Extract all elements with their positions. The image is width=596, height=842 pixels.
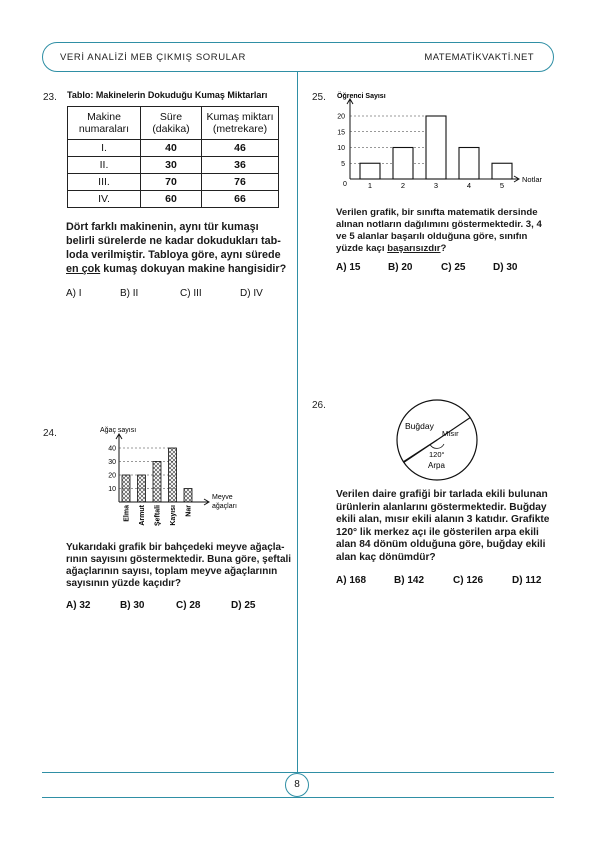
- y-tick-label: 30: [108, 459, 116, 466]
- bar: [138, 475, 146, 502]
- q23-header-cell: Kumaş miktarı (metrekare): [202, 107, 279, 140]
- x-tick-label: 1: [367, 181, 373, 190]
- origin-label: 0: [343, 181, 347, 188]
- q23-question-text: Dört farklı makinenin, aynı tür kumaşı belirli sürelerde ne kadar dokudukları tab- loda verilmiştir. Tabloya göre, aynı sürede en çok kumaş dokuyan makine hangisidir?: [66, 221, 287, 275]
- y-axis-label: Ağaç sayısı: [100, 427, 137, 434]
- pie-label-arpa: Arpa: [428, 461, 445, 470]
- x-tick-label: 2: [400, 181, 406, 190]
- bar: [360, 163, 380, 179]
- q24-option-b[interactable]: B) 30: [120, 600, 145, 611]
- x-tick-label: 4: [466, 181, 472, 190]
- q24-bar-chart: [90, 420, 250, 535]
- q26-option-d[interactable]: D) 112: [512, 575, 542, 586]
- pie-label-misir: Mısır: [442, 429, 459, 438]
- q24-option-a[interactable]: A) 32: [66, 600, 91, 611]
- table-row: II. 30 36: [68, 157, 279, 174]
- x-tick-label: Armut: [139, 505, 146, 526]
- bar: [169, 448, 177, 502]
- x-axis-label: Notlar: [522, 175, 543, 184]
- x-tick-label: 5: [499, 181, 505, 190]
- q23-table-title: Tablo: Makinelerin Dokuduğu Kumaş Miktarları: [67, 90, 268, 100]
- x-tick-label: Nar: [185, 505, 193, 517]
- y-axis-label: Öğrenci Sayısı: [337, 93, 386, 100]
- question-23-number: 23.: [43, 92, 57, 103]
- x-axis-label: ağaçları: [212, 503, 237, 510]
- q25-option-a[interactable]: A) 15: [336, 262, 361, 273]
- bar: [184, 489, 192, 503]
- q23-table: [67, 106, 279, 208]
- x-axis-label: Meyve: [212, 494, 233, 501]
- q24-option-c[interactable]: C) 28: [176, 600, 201, 611]
- bar: [426, 116, 446, 179]
- pie-label-angle: 120°: [429, 450, 445, 459]
- q25-option-c[interactable]: C) 25: [441, 262, 466, 273]
- x-tick-label: 3: [433, 181, 439, 190]
- q25-option-b[interactable]: B) 20: [388, 262, 413, 273]
- y-tick-label: 5: [341, 160, 345, 168]
- table-row: IV. 60 66: [68, 191, 279, 208]
- bar: [153, 462, 161, 503]
- q26-option-c[interactable]: C) 126: [453, 575, 484, 586]
- y-tick-label: 15: [337, 129, 345, 137]
- q23-header-cell: Makine numaraları: [68, 107, 141, 140]
- y-tick-label: 20: [337, 113, 345, 121]
- x-tick-label: Kayısı: [170, 505, 177, 526]
- q23-option-c[interactable]: C) III: [180, 288, 202, 299]
- q23-option-a[interactable]: A) I: [66, 288, 82, 299]
- q26-question-text: Verilen daire grafiği bir tarlada ekili bulunan ürünlerin alanlarını göstermektedir. Buğday ekili alan, mısır ekili alanın 3 katıdır. Grafikte 120° lik merkez açı ile gösterilen arpa ekili alan 84 dönüm olduğuna göre, buğday ekili alan kaç dönümdür?: [336, 489, 550, 563]
- question-25-number: 25.: [312, 92, 326, 103]
- q24-option-d[interactable]: D) 25: [231, 600, 256, 611]
- footer-rule-bottom: [42, 797, 554, 798]
- page-number: 8: [285, 773, 309, 797]
- x-tick-label: Şeftali: [154, 505, 162, 527]
- question-24-number: 24.: [43, 428, 57, 439]
- q25-question-text: Verilen grafik, bir sınıfta matematik dersinde alınan notların dağılımını göstermektedir. 3, 4 ve 5 alanlar başarılı olduğuna göre, sınıfın yüzde kaçı başarısızdır?: [336, 207, 542, 254]
- q26-option-a[interactable]: A) 168: [336, 575, 367, 586]
- q24-question-text: Yukarıdaki grafik bir bahçedeki meyve ağaçla- rının sayısını göstermektedir. Buna göre, şeftali ağaçlarının sayısı, toplam meyve ağaçlarının sayısının yüzde kaçıdır?: [66, 542, 292, 589]
- q25-option-d[interactable]: D) 30: [493, 262, 518, 273]
- bar: [492, 163, 512, 179]
- q25-bar-chart: [325, 86, 555, 196]
- column-divider: [297, 72, 298, 772]
- table-row: I. 40 46: [68, 140, 279, 157]
- y-tick-label: 20: [108, 472, 116, 480]
- bar: [122, 475, 130, 502]
- y-tick-label: 40: [108, 445, 116, 453]
- q23-option-b[interactable]: B) II: [120, 288, 139, 299]
- bar: [393, 148, 413, 180]
- table-row: III. 70 76: [68, 174, 279, 191]
- q26-option-b[interactable]: B) 142: [394, 575, 425, 586]
- y-tick-label: 10: [337, 145, 345, 152]
- x-tick-label: Elma: [123, 505, 131, 522]
- q26-pie-chart: [390, 398, 484, 482]
- header-title: VERİ ANALİZİ MEB ÇIKMIŞ SORULAR: [60, 52, 246, 63]
- y-tick-label: 10: [108, 486, 116, 493]
- header-site: MATEMATİKVAKTİ.NET: [424, 52, 534, 63]
- q23-header-cell: Süre (dakika): [141, 107, 202, 140]
- bar: [459, 148, 479, 180]
- question-26-number: 26.: [312, 400, 326, 411]
- q23-option-d[interactable]: D) IV: [240, 288, 263, 299]
- pie-label-bugday: Buğday: [405, 421, 434, 431]
